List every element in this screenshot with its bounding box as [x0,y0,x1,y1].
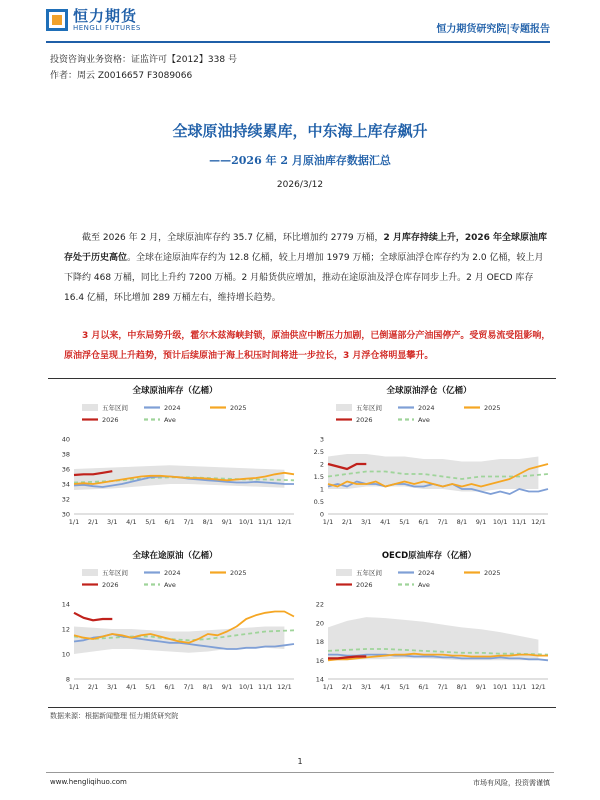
series-line-y2026 [74,613,112,621]
y-tick-label: 1.5 [313,473,324,481]
legend-label-y2026: 2026 [356,581,373,589]
x-tick-label: 1/1 [68,518,80,526]
y-tick-label: 1 [319,485,324,494]
legend-label-y2025: 2025 [230,569,247,577]
y-tick-label: 2.5 [313,448,324,456]
legend-swatch-range [336,569,352,576]
chart-title: 全球原油库存（亿桶） [132,386,218,396]
page-number: 1 [297,757,303,766]
y-tick-label: 14 [61,600,70,609]
x-tick-label: 9/1 [221,518,233,526]
x-tick-label: 8/1 [202,518,214,526]
y-tick-label: 32 [61,495,70,504]
logo-name-cn: 恒力期货 [73,7,138,25]
x-tick-label: 6/1 [164,518,175,526]
x-tick-label: 8/1 [456,518,468,526]
footer-website: www.hengliqihuo.com [50,778,127,786]
data-source: 数据来源：根据新闻整理 恒力期货研究院 [50,712,179,720]
x-tick-label: 8/1 [202,683,214,691]
x-tick-label: 4/1 [380,683,391,691]
x-tick-label: 5/1 [145,683,156,691]
x-tick-label: 4/1 [126,518,137,526]
chart-title: 全球在途原油（亿桶） [132,551,218,561]
x-tick-label: 11/1 [511,683,527,691]
outlook-paragraph: 3 月以来，中东局势升级，霍尔木兹海峡封锁，原油供应中断压力加剧，已倒逼部分产油国停产。受贸易流受阻影响，原油浮仓呈现上升趋势，预计后续原油于海上积压时间将进一步拉长，3 月浮仓将明显攀升。 [64,331,551,361]
y-tick-label: 12 [61,625,70,634]
x-tick-label: 12/1 [531,683,546,691]
report-date: 2026/3/12 [276,180,324,190]
chart-svg [48,379,302,544]
legend-label-ave: Ave [164,416,176,424]
x-tick-label: 11/1 [257,518,273,526]
x-tick-label: 7/1 [437,683,449,691]
x-tick-label: 10/1 [492,683,508,691]
x-tick-label: 6/1 [418,683,429,691]
x-tick-label: 7/1 [183,683,195,691]
charts-grid [48,378,556,708]
x-tick-label: 7/1 [183,518,195,526]
x-tick-label: 10/1 [238,518,254,526]
x-tick-label: 6/1 [164,683,175,691]
y-tick-label: 14 [315,675,324,684]
x-tick-label: 1/1 [322,683,334,691]
y-tick-label: 36 [61,465,70,474]
x-tick-label: 12/1 [531,518,546,526]
x-tick-label: 1/1 [68,683,80,691]
legend-label-y2025: 2025 [484,404,501,412]
legend-label-ave: Ave [418,416,430,424]
legend-label-y2024: 2024 [418,569,435,577]
logo-icon [46,9,68,31]
y-tick-label: 10 [61,650,70,659]
x-tick-label: 9/1 [475,683,487,691]
report-type-label: 恒力期货研究院|专题报告 [436,24,550,35]
x-tick-label: 7/1 [437,518,449,526]
chart-svg [48,544,302,709]
x-tick-label: 1/1 [322,518,334,526]
legend-label-y2026: 2026 [102,416,119,424]
legend-label-y2024: 2024 [164,404,181,412]
legend-label-y2024: 2024 [164,569,181,577]
y-tick-label: 2 [319,460,324,469]
legend-label-y2025: 2025 [484,569,501,577]
chart-floating-storage [302,379,556,544]
y-tick-label: 18 [315,638,324,646]
x-tick-label: 12/1 [277,683,292,691]
legend-label-ave: Ave [418,581,430,589]
chart-title: OECD原油库存（亿桶） [381,551,477,561]
y-tick-label: 0.5 [313,498,324,506]
x-tick-label: 4/1 [126,683,137,691]
y-tick-label: 20 [315,619,324,628]
legend-label-range: 五年区间 [102,569,128,577]
header-divider [46,41,550,43]
x-tick-label: 5/1 [145,518,156,526]
license-line: 投资咨询业务资格：证监许可【2012】338 号 [50,55,237,65]
y-tick-label: 3 [319,435,324,444]
x-tick-label: 2/1 [87,518,99,526]
x-tick-label: 5/1 [399,683,410,691]
x-tick-label: 2/1 [87,683,99,691]
legend-label-ave: Ave [164,581,176,589]
legend-label-range: 五年区间 [102,404,128,412]
y-tick-label: 8 [65,675,70,684]
legend-swatch-range [82,404,98,411]
x-tick-label: 2/1 [341,683,353,691]
chart-title: 全球原油浮仓（亿桶） [386,386,472,396]
report-subtitle: ——2026 年 2 月原油库存数据汇总 [209,154,391,167]
y-tick-label: 22 [315,600,324,609]
chart-svg [302,544,556,709]
y-tick-label: 0 [319,510,324,519]
x-tick-label: 10/1 [492,518,508,526]
x-tick-label: 8/1 [456,683,468,691]
legend-label-range: 五年区间 [356,404,382,412]
company-logo [46,8,141,32]
legend-swatch-range [336,404,352,411]
y-tick-label: 34 [61,480,70,489]
legend-label-y2024: 2024 [418,404,435,412]
legend-label-range: 五年区间 [356,569,382,577]
x-tick-label: 9/1 [221,683,233,691]
x-tick-label: 11/1 [511,518,527,526]
x-tick-label: 6/1 [418,518,429,526]
chart-svg [302,379,556,544]
footer-divider [46,772,554,773]
x-tick-label: 11/1 [257,683,273,691]
x-tick-label: 3/1 [107,683,118,691]
logo-name-en: HENGLI FUTURES [73,24,141,32]
x-tick-label: 3/1 [361,518,372,526]
y-tick-label: 40 [61,435,70,444]
summary-text-a: 截至 2026 年 2 月，全球原油库存约 35.7 亿桶，环比增加约 2779 万桶， [82,233,384,243]
y-tick-label: 38 [61,450,70,459]
legend-label-y2025: 2025 [230,404,247,412]
x-tick-label: 5/1 [399,518,410,526]
author-line: 作者：周云 Z0016657 F3089066 [50,71,193,81]
legend-swatch-range [82,569,98,576]
x-tick-label: 10/1 [238,683,254,691]
legend-label-y2026: 2026 [102,581,119,589]
x-tick-label: 12/1 [277,518,292,526]
summary-text-c: 。全球在途原油库存约为 12.8 亿桶，较上月增加 1979 万桶；全球原油浮仓库存约为 2.0 亿桶，较上月下降约 468 万桶，同比上升约 7200 万桶。2 月船货供应增加，推动在途原油及浮仓库存同步上升。2 月 OECD 库存 16.4 亿桶，环比增加 289 万桶左右，维持增长趋势。 [64,253,544,303]
y-tick-label: 16 [315,656,324,665]
footer-disclaimer: 市场有风险，投资需谨慎 [473,779,550,787]
x-tick-label: 4/1 [380,518,391,526]
report-title: 全球原油持续累库，中东海上库存飙升 [172,122,428,140]
x-tick-label: 9/1 [475,518,487,526]
summary-paragraph [64,228,552,308]
y-tick-label: 30 [61,510,70,519]
x-tick-label: 3/1 [107,518,118,526]
summary-highlight: 2 月库存持续上升，2026 年全球原油库存处于历史高位 [64,233,548,263]
chart-oecd-inventory [302,544,556,709]
x-tick-label: 2/1 [341,518,353,526]
legend-label-y2026: 2026 [356,416,373,424]
chart-global-inventory [48,379,302,544]
chart-in-transit [48,544,302,709]
page-header [0,0,600,48]
x-tick-label: 3/1 [361,683,372,691]
